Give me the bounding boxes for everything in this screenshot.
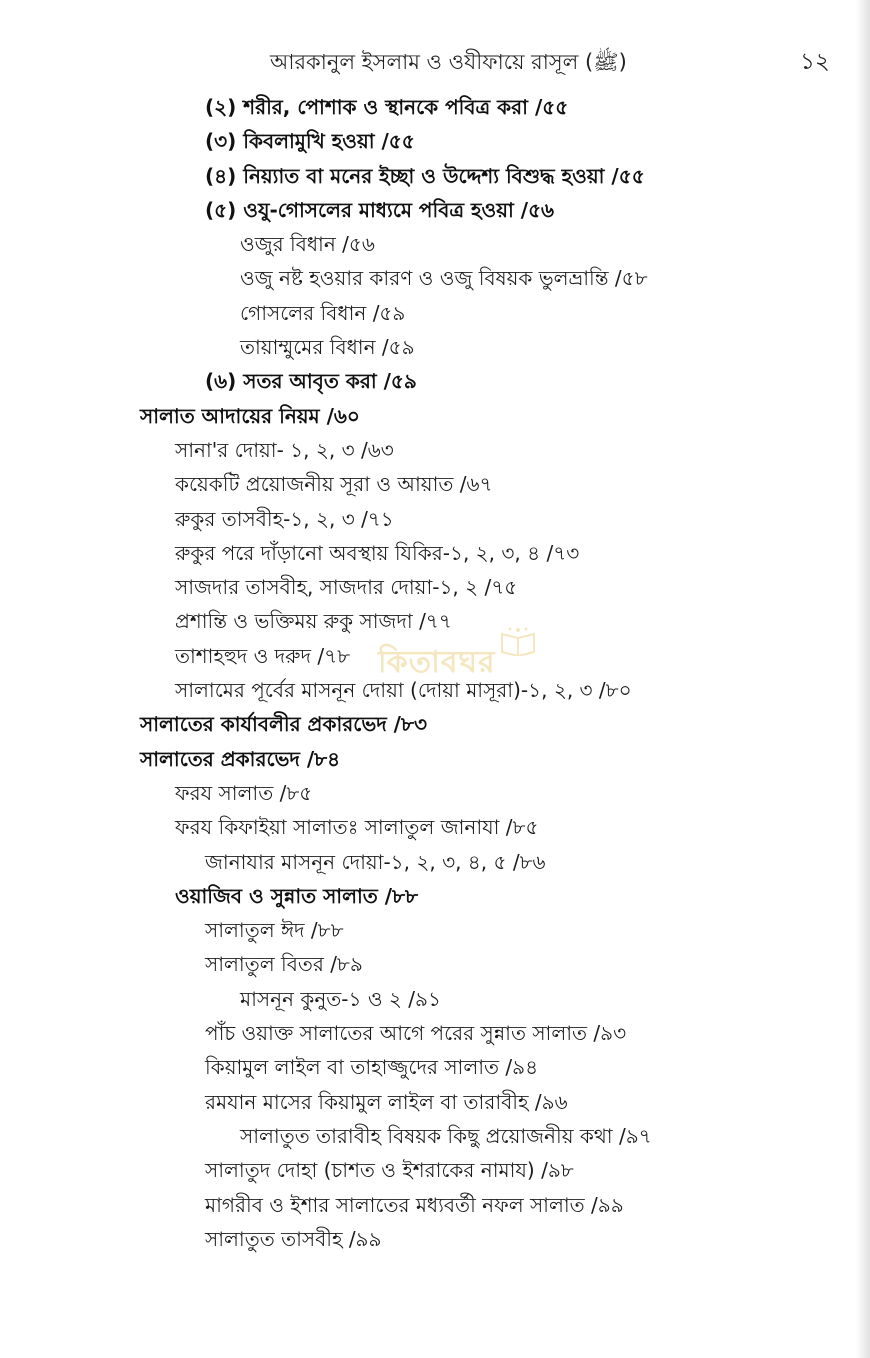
page-number: ১২ bbox=[800, 49, 830, 75]
toc-entry bbox=[0, 982, 870, 1016]
toc-entry-text: (৬) সতর আবৃত করা /৫৯ bbox=[205, 369, 417, 394]
toc-entry bbox=[0, 124, 870, 158]
toc-entry bbox=[0, 1016, 870, 1050]
toc-entry-text: (৩) কিবলামুখি হওয়া /৫৫ bbox=[205, 129, 415, 154]
toc-entry bbox=[0, 570, 870, 604]
toc-entry bbox=[0, 159, 870, 193]
toc-entry bbox=[0, 845, 870, 879]
toc-entry-text: সালাতুত তারাবীহ বিষয়ক কিছু প্রয়োজনীয় কথা /৯৭ bbox=[240, 1123, 652, 1148]
toc-entry bbox=[0, 1119, 870, 1153]
toc-entry bbox=[0, 330, 870, 364]
toc-entry bbox=[0, 810, 870, 844]
toc-entry-text: রমযান মাসের কিয়ামুল লাইল বা তারাবীহ /৯৬ bbox=[205, 1089, 568, 1114]
toc-entry-text: ওয়াজিব ও সুন্নাত সালাত /৮৮ bbox=[175, 883, 419, 908]
toc-entry-text: সালাতুল বিতর /৮৯ bbox=[205, 952, 363, 977]
toc-entry-text: সালাত আদায়ের নিয়ম /৬০ bbox=[140, 403, 360, 428]
toc-entry-text: মাগরীব ও ইশার সালাতের মধ্যবর্তী নফল সালাত /৯৯ bbox=[205, 1192, 624, 1217]
toc-entry bbox=[0, 776, 870, 810]
toc-entry-text: কিয়ামুল লাইল বা তাহাজ্জুদের সালাত /৯৪ bbox=[205, 1055, 539, 1080]
toc-entry bbox=[0, 913, 870, 947]
toc-entry-text: সালামের পূর্বের মাসনূন দোয়া (দোয়া মাসূরা)-১, ২, ৩ /৮০ bbox=[175, 678, 632, 703]
toc-entry bbox=[0, 193, 870, 227]
toc-entry-text: রুকুর তাসবীহ-১, ২, ৩ /৭১ bbox=[175, 506, 394, 531]
toc-entry-text: ওজু নষ্ট হওয়ার কারণ ও ওজু বিষয়ক ভুলভ্রান্তি /৫৮ bbox=[240, 266, 648, 291]
toc-entry-text: সালাতুল ঈদ /৮৮ bbox=[205, 918, 344, 943]
toc-entry bbox=[0, 296, 870, 330]
toc-entry-text: ওজুর বিধান /৫৬ bbox=[240, 232, 375, 257]
toc-entry bbox=[0, 879, 870, 913]
toc-entry-text: তায়াম্মুমের বিধান /৫৯ bbox=[240, 335, 415, 360]
toc-entry bbox=[0, 742, 870, 776]
toc-entry-text: সালাতুত তাসবীহ /৯৯ bbox=[205, 1226, 382, 1251]
toc-entry-text: কয়েকটি প্রয়োজনীয় সূরা ও আয়াত /৬৭ bbox=[175, 472, 493, 497]
toc-entry-text: সালাতুদ দোহা (চাশত ও ইশরাকের নামায) /৯৮ bbox=[205, 1158, 574, 1183]
toc-entry-text: (৪) নিয়্যাত বা মনের ইচ্ছা ও উদ্দেশ্য বিশুদ্ধ হওয়া /৫৫ bbox=[205, 163, 645, 188]
toc-entry-text: সালাতের কার্যাবলীর প্রকারভেদ /৮৩ bbox=[140, 712, 427, 737]
toc-entry bbox=[0, 364, 870, 398]
page-header bbox=[0, 44, 870, 84]
toc-entry bbox=[0, 502, 870, 536]
toc-entry-text: সানা'র দোয়া- ১, ২, ৩ /৬৩ bbox=[175, 437, 394, 462]
running-title: আরকানুল ইসলাম ও ওযীফায়ে রাসূল (ﷺ) bbox=[270, 50, 627, 74]
toc-entry bbox=[0, 536, 870, 570]
toc-entry-text: ফরয কিফাইয়া সালাতঃ সালাতুল জানাযা /৮৫ bbox=[175, 815, 539, 840]
toc-entry bbox=[0, 1188, 870, 1222]
toc-entry-text: ফরয সালাত /৮৫ bbox=[175, 780, 313, 805]
toc-entry bbox=[0, 947, 870, 981]
toc-entry bbox=[0, 467, 870, 501]
toc-entry-text: সাজদার তাসবীহ, সাজদার দোয়া-১, ২ /৭৫ bbox=[175, 575, 518, 600]
toc-entry-text: মাসনূন কুনুত-১ ও ২ /৯১ bbox=[240, 986, 441, 1011]
toc-entry bbox=[0, 433, 870, 467]
watermark-text: কিতাবঘর bbox=[378, 645, 496, 680]
toc-entry-text: (২) শরীর, পোশাক ও স্থানকে পবিত্র করা /৫৫ bbox=[205, 95, 569, 119]
toc-entry bbox=[0, 1050, 870, 1084]
toc-entry-text: পাঁচ ওয়াক্ত সালাতের আগে পরের সুন্নাত সালাত /৯৩ bbox=[205, 1021, 627, 1046]
toc-entry bbox=[0, 261, 870, 295]
toc-entry bbox=[0, 1153, 870, 1187]
table-of-contents bbox=[0, 90, 870, 1256]
toc-entry bbox=[0, 90, 870, 124]
toc-entry bbox=[0, 604, 870, 638]
toc-entry-text: তাশাহহুদ ও দরুদ /৭৮ bbox=[175, 643, 351, 668]
toc-entry bbox=[0, 1085, 870, 1119]
toc-entry bbox=[0, 1222, 870, 1256]
toc-entry-text: সালাতের প্রকারভেদ /৮৪ bbox=[140, 746, 341, 771]
toc-entry bbox=[0, 673, 870, 707]
toc-entry bbox=[0, 227, 870, 261]
toc-entry bbox=[0, 399, 870, 433]
toc-entry-text: প্রশান্তি ও ভক্তিময় রুকু সাজদা /৭৭ bbox=[175, 609, 452, 634]
toc-entry-text: গোসলের বিধান /৫৯ bbox=[240, 300, 406, 325]
toc-entry bbox=[0, 707, 870, 741]
toc-entry-text: জানাযার মাসনূন দোয়া-১, ২, ৩, ৪, ৫ /৮৬ bbox=[205, 849, 546, 874]
toc-entry bbox=[0, 639, 870, 673]
toc-entry-text: (৫) ওযু-গোসলের মাধ্যমে পবিত্র হওয়া /৫৬ bbox=[205, 197, 555, 222]
toc-entry-text: রুকুর পরে দাঁড়ানো অবস্থায় যিকির-১, ২, ৩, ৪ /৭৩ bbox=[175, 540, 580, 565]
